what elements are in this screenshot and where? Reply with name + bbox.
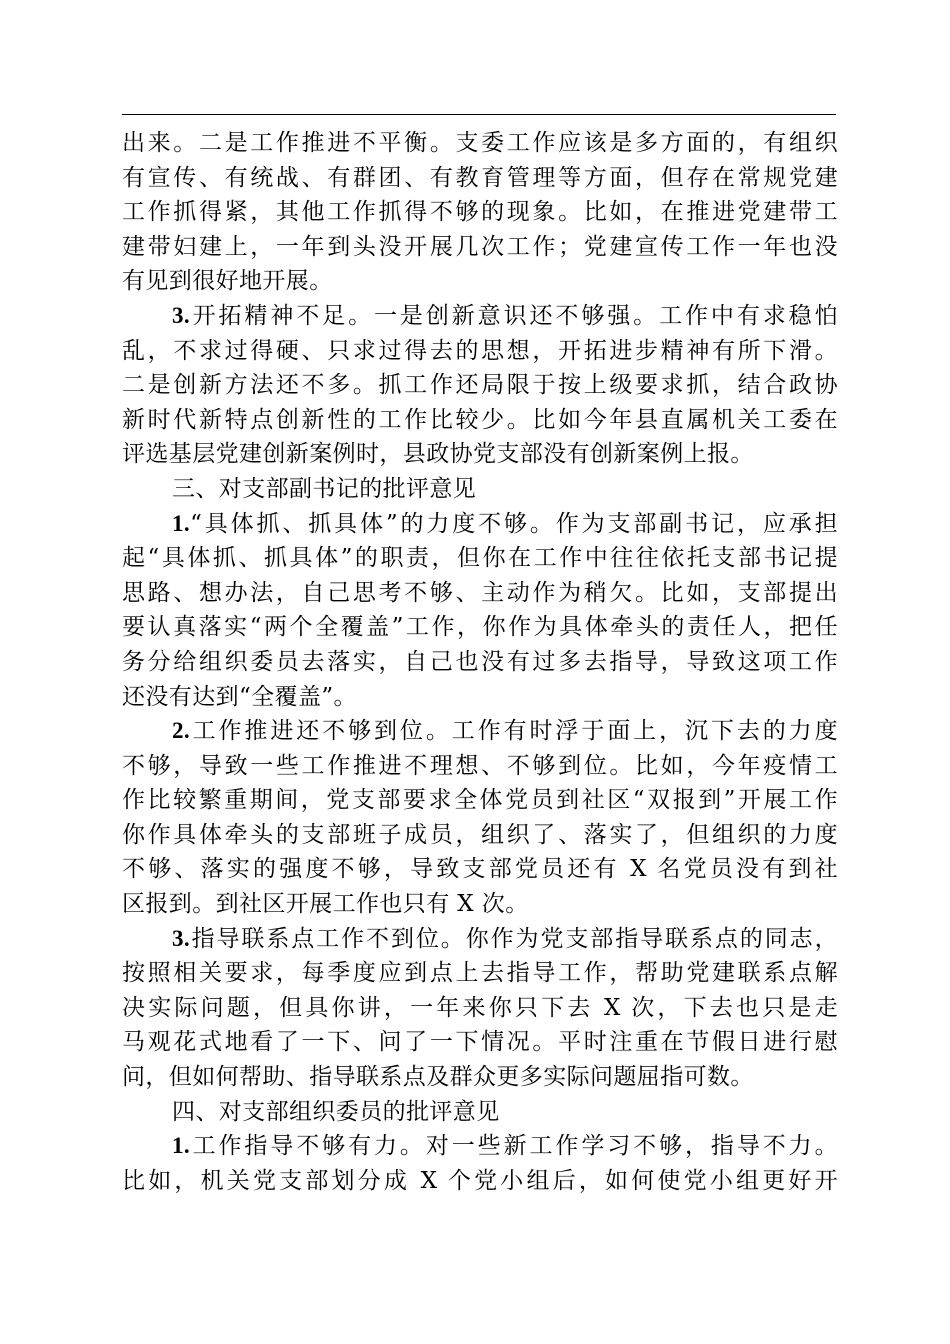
text-line <box>122 472 838 507</box>
line-text: 出来。二是工作推进不平衡。支委工作应该是多方面的，有组织 <box>122 130 838 156</box>
line-text: 工作推进还不够到位。工作有时浮于面上，沉下去的力度 <box>190 718 838 745</box>
document-body <box>122 126 838 1198</box>
line-text: 马观花式地看了一下、问了一下情况。平时注重在节假日进行慰 <box>122 1029 838 1056</box>
text-line <box>122 645 838 680</box>
line-text: 思路、想办法，自己思考不够、主动作为稍欠。比如，支部提出 <box>122 579 838 606</box>
line-text: 三、对支部副书记的批评意见 <box>172 475 477 502</box>
line-text: 建带妇建上，一年到头没开展几次工作；党建宣传工作一年也没 <box>122 233 838 260</box>
line-text: 要认真落实“两个全覆盖”工作，你作为具体牵头的责任人，把任 <box>122 614 838 641</box>
text-line <box>122 161 838 196</box>
text-line <box>122 1060 838 1095</box>
text-line <box>122 1129 838 1164</box>
text-line <box>122 1095 838 1130</box>
text-line <box>122 680 838 715</box>
text-line <box>122 541 838 576</box>
line-text: 有见到很好地开展。 <box>122 268 333 295</box>
line-text: 不够，导致一些工作推进不理想、不够到位。比如，今年疫情工 <box>122 752 838 779</box>
line-text: 按照相关要求，每季度应到点上去指导工作，帮助党建联系点解 <box>122 960 838 987</box>
text-line <box>122 437 838 472</box>
line-text: 二是创新方法还不多。抓工作还局限于按上级要求抓，结合政协 <box>122 372 838 399</box>
item-number: 1. <box>172 1133 191 1159</box>
text-line <box>122 922 838 957</box>
text-line <box>122 230 838 265</box>
item-number: 2. <box>172 718 191 744</box>
text-line <box>122 299 838 334</box>
line-text: 务分给组织委员去落实，自己也没有过多去指导，导致这项工作 <box>122 648 838 675</box>
line-text: 指导联系点工作不到位。你作为党支部指导联系点的同志， <box>190 925 838 952</box>
line-text: 比如，机关党支部划分成 X 个党小组后，如何使党小组更好开 <box>122 1167 838 1194</box>
line-text: 四、对支部组织委员的批评意见 <box>172 1098 500 1125</box>
text-line <box>122 334 838 369</box>
item-number: 1. <box>172 510 191 536</box>
line-text: 起“具体抓、抓具体”的职责，但你在工作中往往依托支部书记提 <box>122 545 838 572</box>
text-line <box>122 576 838 611</box>
text-line <box>122 1164 838 1199</box>
line-text: 区报到。到社区开展工作也只有 X 次。 <box>122 891 529 918</box>
header-rule <box>122 114 836 115</box>
line-text: “具体抓、抓具体”的力度不够。作为支部副书记，应承担 <box>190 510 838 537</box>
text-line <box>122 610 838 645</box>
text-line <box>122 749 838 784</box>
text-line <box>122 126 838 161</box>
text-line <box>122 1025 838 1060</box>
text-line <box>122 507 838 542</box>
text-line <box>122 264 838 299</box>
item-number: 3. <box>172 925 191 951</box>
item-number: 3. <box>172 302 191 328</box>
line-text: 有宣传、有统战、有群团、有教育管理等方面，但存在常规党建 <box>122 164 838 191</box>
text-line <box>122 956 838 991</box>
line-text: 问，但如何帮助、指导联系点及群众更多实际问题屈指可数。 <box>122 1064 754 1091</box>
line-text: 新时代新特点创新性的工作比较少。比如今年县直属机关工委在 <box>122 406 838 433</box>
line-text: 评选基层党建创新案例时，县政协党支部没有创新案例上报。 <box>122 441 754 468</box>
line-text: 乱，不求过得硬、只求过得去的思想，开拓进步精神有所下滑。 <box>122 337 838 364</box>
text-line <box>122 403 838 438</box>
text-line <box>122 887 838 922</box>
line-text: 决实际问题，但具你讲，一年来你只下去 X 次，下去也只是走 <box>122 994 838 1021</box>
text-line <box>122 818 838 853</box>
text-line <box>122 852 838 887</box>
text-line <box>122 368 838 403</box>
line-text: 工作抓得紧，其他工作抓得不够的现象。比如，在推进党建带工 <box>122 199 838 226</box>
text-line <box>122 195 838 230</box>
line-text: 还没有达到“全覆盖”。 <box>122 683 357 710</box>
line-text: 你作具体牵头的支部班子成员，组织了、落实了，但组织的力度 <box>122 821 838 848</box>
text-line <box>122 991 838 1026</box>
line-text: 不够、落实的强度不够，导致支部党员还有 X 名党员没有到社 <box>122 856 838 883</box>
line-text: 开拓精神不足。一是创新意识还不够强。工作中有求稳怕 <box>190 302 838 329</box>
line-text: 工作指导不够有力。对一些新工作学习不够，指导不力。 <box>190 1133 838 1160</box>
text-line <box>122 783 838 818</box>
text-line <box>122 714 838 749</box>
line-text: 作比较繁重期间，党支部要求全体党员到社区“双报到”开展工作 <box>122 787 838 814</box>
